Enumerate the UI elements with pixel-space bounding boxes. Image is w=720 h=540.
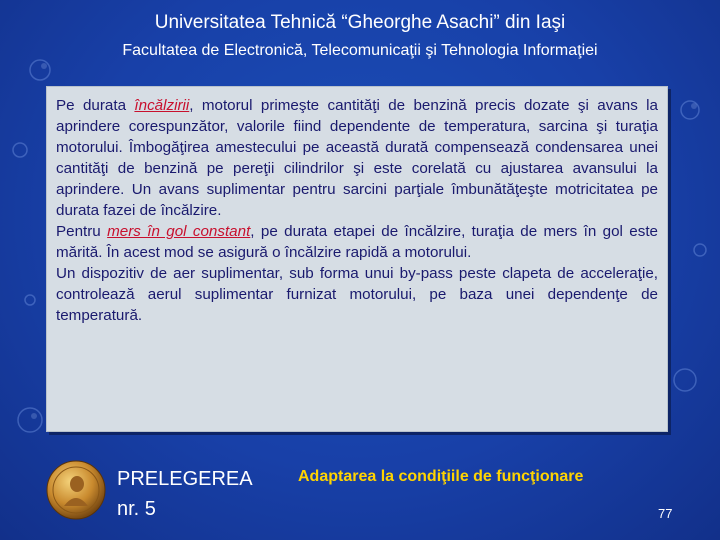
highlight-warmup: încălzirii — [134, 97, 190, 114]
lecture-number: nr. 5 — [117, 498, 156, 520]
lecture-title: PRELEGEREA — [117, 468, 253, 490]
highlight-idle: mers în gol constant — [107, 223, 251, 240]
paragraph-text: Pe durata — [56, 97, 135, 114]
faculty-subtitle: Facultatea de Electronică, Telecomunicaţii şi Tehnologia Informaţiei — [122, 42, 598, 59]
university-title: Universitatea Tehnică “Gheorghe Asachi” din Iaşi — [154, 12, 566, 33]
portrait-medal-icon — [46, 460, 106, 520]
paragraph-bypass: Un dispozitiv de aer suplimentar, sub forma unui by-pass peste clapeta de acceleraţie, controlează aerul suplimentar furnizat motorului, pe baza unei dependenţe de temperatură. — [56, 265, 658, 324]
paragraph-text: , motorul primeşte cantităţi de benzină precis dozate şi avans la aprindere corespunzător, valorile fiind dependente de temperatura, sarcina şi turaţia motorului. Îmbogăţirea amestecului pe această durată compensează condensarea unei cantităţi de benzină pe pereţii cilindrilor şi este corelată cu ajustarea avansului la aprindere. Un avans suplimentar pentru sarcini parţiale îmbunătăţeşte motricitatea pe durata fazei de încălzire. — [56, 97, 658, 219]
paragraph-text: Pentru — [56, 223, 108, 240]
content-box — [46, 86, 668, 432]
lecture-label — [117, 464, 253, 524]
lecture-topic: Adaptarea la condiţiile de funcţionare — [298, 468, 584, 485]
page-number: 77 — [658, 506, 673, 521]
paragraph-idle — [56, 221, 658, 263]
paragraph-warmup — [56, 95, 658, 221]
paragraph-text: , pe durata etapei de încălzire, turaţia de mers în gol este mărită. În acest mod se asigură o încălzire rapidă a motorului. — [56, 223, 658, 261]
